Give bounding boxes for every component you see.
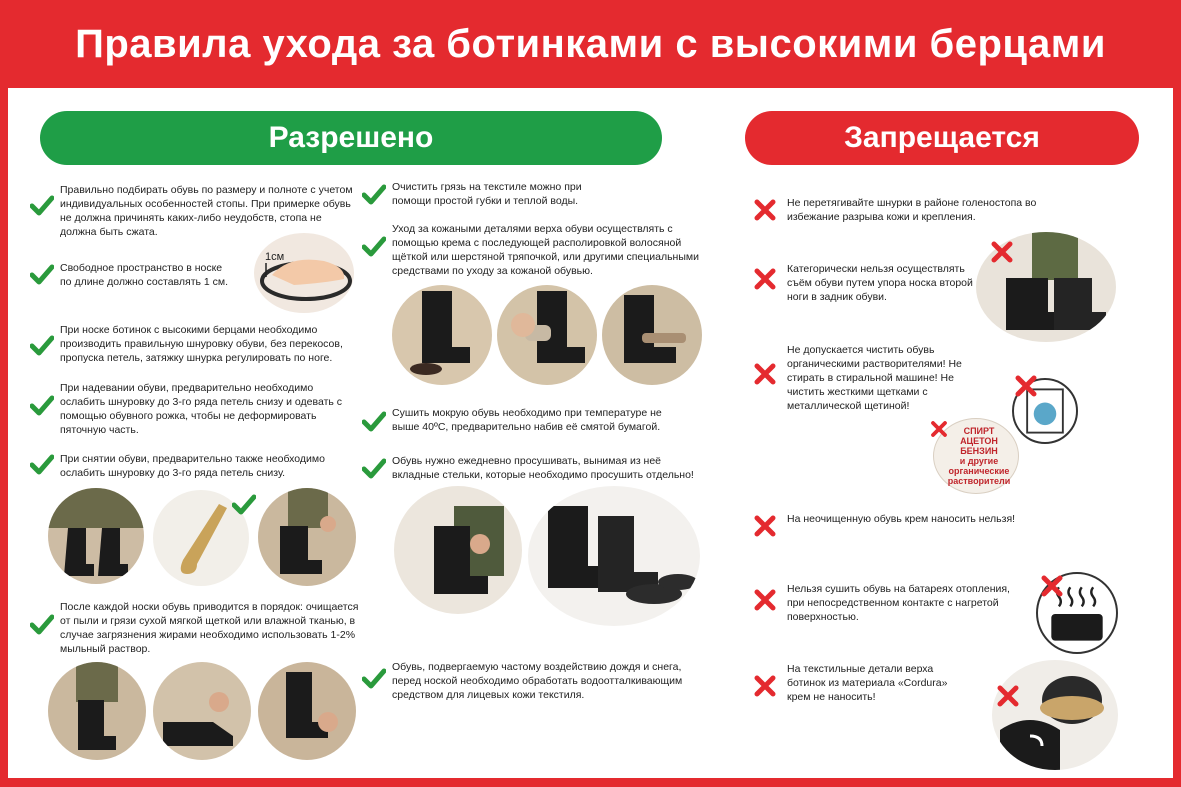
solvents-label: [946, 426, 1012, 486]
cross-icon: [753, 362, 777, 386]
check-icon: [362, 182, 386, 206]
forbidden-header: Запрещается: [745, 111, 1139, 165]
foot-insole-image: [254, 233, 354, 313]
check-icon: [362, 234, 386, 258]
lacing-photo: [258, 488, 356, 586]
solvents-line-2: АЦЕТОН: [960, 436, 998, 446]
check-icon: [30, 393, 54, 417]
cross-icon: [753, 198, 777, 222]
check-icon: [30, 193, 54, 217]
forbidden-item-5: Нельзя сушить обувь на батареях отопления, при непосредственном контакте с нагретой поверхностью.: [787, 583, 1010, 623]
sponge-photo: [497, 285, 597, 385]
cross-icon: [753, 514, 777, 538]
check-icon: [30, 333, 54, 357]
foot-label: 1см: [265, 251, 285, 263]
cleaning-photo-3: [258, 662, 356, 760]
solvents-line-1: СПИРТ: [963, 426, 995, 436]
boots-photo: [48, 488, 144, 584]
allowed-item-11: Обувь, подвергаемую частому воздействию дождя и снега, перед ноской необходимо обработать водоотталкивающим средством для лицевых кожи текстиля.: [392, 661, 683, 701]
boots-insoles-photo: [528, 486, 700, 626]
cordura-cream-photo: [992, 660, 1118, 770]
solvents-line-4: и другие: [959, 456, 999, 466]
forbidden-item-4: На неочищенную обувь крем наносить нельзя!: [787, 513, 1016, 525]
check-icon: [30, 612, 54, 636]
allowed-item-6: После каждой носки обувь приводится в порядок: очищается от пыли и грязи сухой мягкой щеткой или влажной тканью, в случае загрязнения жирами необходимо использовать 1-2% мыльный раствор.: [60, 601, 359, 655]
allowed-header: Разрешено: [40, 111, 662, 165]
insole-removal-photo: [394, 486, 522, 614]
forbidden-item-6: На текстильные детали верха ботинок из материала «Cordura» крем не наносить!: [787, 663, 948, 703]
allowed-item-5: При снятии обуви, предварительно также необходимо ослабить шнуровку до 3-го ряда петель снизу.: [60, 453, 325, 479]
allowed-item-3: При носке ботинок с высокими берцами необходимо производить правильную шнуровку обуви, без перекосов, пропуска петель, затяжку шнурка регулировать по ноге.: [60, 324, 343, 364]
allowed-item-2: Свободное пространство в носке по длине должно составлять 1 см.: [60, 262, 229, 288]
poster-title: Правила ухода за ботинками с высокими берцами: [75, 22, 1106, 66]
check-icon: [362, 456, 386, 480]
cream-photo: [392, 285, 492, 385]
check-icon: [30, 452, 54, 476]
brush-photo: [602, 285, 702, 385]
allowed-item-7: Очистить грязь на текстиле можно при помощи простой губки и теплой воды.: [392, 181, 582, 207]
cleaning-photo-2: [153, 662, 251, 760]
cross-icon: [753, 588, 777, 612]
cross-icon: [996, 684, 1020, 708]
forbidden-item-2: Категорически нельзя осуществлять съём обуви путем упора носка второй ноги в задник обуви.: [787, 263, 973, 303]
forbidden-item-3: Не допускается чистить обувь органическими растворителями! Не стирать в стиральной машине! Не чистить жесткими щетками с металлической щетиной!: [787, 344, 962, 412]
allowed-item-1: Правильно подбирать обувь по размеру и полноте с учетом индивидуальных особенностей стопы. При примерке обувь не должна причинять каких-либо неудобств, стопа не должна быть сжата.: [60, 184, 353, 238]
allowed-item-4: При надевании обуви, предварительно необходимо ослабить шнуровку до 3-го ряда петель снизу и одевать с помощью обувного рожка, чтобы не деформировать пяточную часть.: [60, 382, 343, 436]
check-icon: [362, 409, 386, 433]
allowed-item-10: Обувь нужно ежедневно просушивать, вынимая из неё вкладные стельки, которые необходимо просушить отдельно!: [392, 455, 694, 481]
cross-icon: [990, 240, 1014, 264]
check-icon: [30, 262, 54, 286]
cleaning-photo-1: [48, 662, 146, 760]
cross-icon: [1040, 574, 1064, 598]
forbidden-item-1: Не перетягивайте шнурки в районе голеностопа во избежание разрыва кожи и крепления.: [787, 197, 1037, 223]
allowed-item-8: Уход за кожаными деталями верха обуви осуществлять с помощью крема с последующей располировкой волосяной щёткой или шерстяной тряпочкой, или другими специальными средствами по уходу за кожаной обувью.: [392, 223, 699, 277]
cross-icon: [753, 267, 777, 291]
solvents-line-6: растворители: [947, 476, 1011, 486]
cross-icon: [753, 674, 777, 698]
solvents-line-5: органические: [948, 466, 1010, 476]
solvents-line-3: БЕНЗИН: [960, 446, 998, 456]
check-icon: [362, 666, 386, 690]
allowed-item-9: Сушить мокрую обувь необходимо при температуре не выше 40ºС, предварительно набив её смятой бумагой.: [392, 407, 662, 433]
cross-icon: [1014, 374, 1038, 398]
check-icon: [232, 492, 256, 516]
